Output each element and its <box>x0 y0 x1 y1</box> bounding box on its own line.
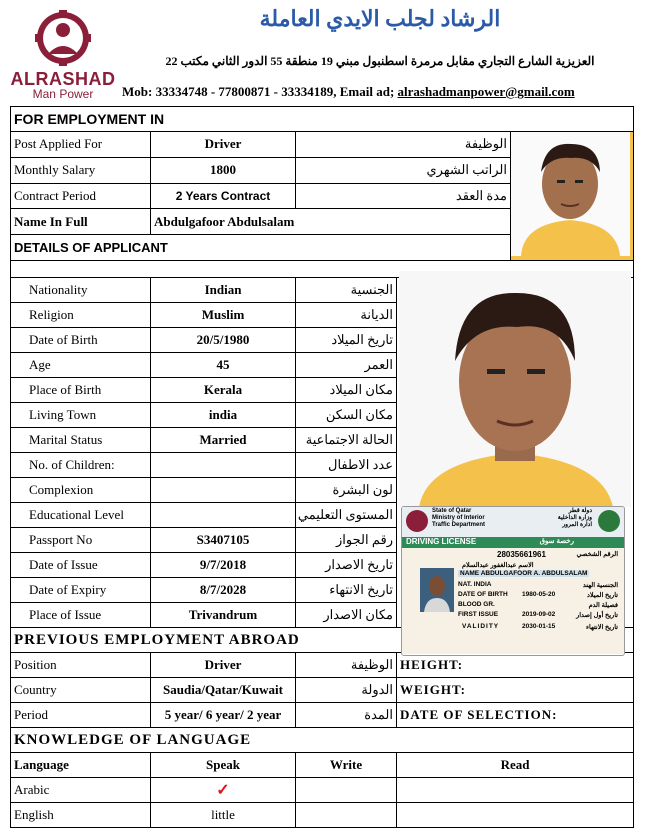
detail-label: Nationality <box>11 278 151 303</box>
company-address: العزيزية الشارع التجاري مقابل مرمرة اسطنبول مبني 19 منطقة 55 الدور الثاني مكتب 22 <box>165 54 595 68</box>
detail-label-ar: المستوى التعليمي <box>296 503 397 528</box>
traffic-emblem-icon <box>598 510 620 532</box>
contact-line <box>122 84 642 100</box>
license-state: State of Qatar <box>432 508 472 514</box>
license-first: 2019-09-02 <box>522 611 556 618</box>
detail-label-ar: العمر <box>296 353 397 378</box>
license-number: 28035661961 <box>497 550 546 559</box>
detail-label: Place of Birth <box>11 378 151 403</box>
prev-label-ar: الوظيفة <box>296 653 397 678</box>
lang-cell <box>397 778 634 803</box>
license-dob: 1980-05-20 <box>522 591 556 598</box>
detail-label: Living Town <box>11 403 151 428</box>
license-name-ar: الاسم عبدالغفور عبدالسلام <box>462 562 534 569</box>
section-details: DETAILS OF APPLICANT <box>11 235 511 261</box>
detail-value: india <box>151 403 296 428</box>
prev-label: Period <box>11 703 151 728</box>
lang-header: Read <box>397 753 634 778</box>
detail-value <box>151 478 296 503</box>
portrait-icon <box>399 271 631 507</box>
row-label-ar: الوظيفة <box>296 132 511 158</box>
selection-date-label: DATE OF SELECTION: <box>397 703 634 728</box>
driving-license <box>401 506 625 656</box>
detail-label: Place of Issue <box>11 603 151 628</box>
detail-value: Muslim <box>151 303 296 328</box>
detail-label-ar: رقم الجواز <box>296 528 397 553</box>
detail-label: Date of Birth <box>11 328 151 353</box>
detail-value: 20/5/1980 <box>151 328 296 353</box>
prev-value: 5 year/ 6 year/ 2 year <box>151 703 296 728</box>
detail-label-ar: مكان السكن <box>296 403 397 428</box>
lang-cell <box>296 778 397 803</box>
license-nat: NAT. INDIA <box>458 581 492 588</box>
detail-label: Religion <box>11 303 151 328</box>
detail-label-ar: تاريخ الانتهاء <box>296 578 397 603</box>
license-blood: BLOOD GR. <box>458 601 495 608</box>
prev-value: Saudia/Qatar/Kuwait <box>151 678 296 703</box>
prev-value: Driver <box>151 653 296 678</box>
portrait-icon <box>420 568 454 612</box>
detail-label: Age <box>11 353 151 378</box>
detail-label: Complexion <box>11 478 151 503</box>
detail-label: Date of Issue <box>11 553 151 578</box>
logo-sub: Man Power <box>32 87 94 101</box>
section-previous: PREVIOUS EMPLOYMENT ABROAD <box>11 628 634 653</box>
detail-value: 9/7/2018 <box>151 553 296 578</box>
height-label: HEIGHT: <box>397 653 634 678</box>
weight-label: WEIGHT: <box>397 678 634 703</box>
name-label: Name In Full <box>11 209 151 235</box>
detail-label: Passport No <box>11 528 151 553</box>
detail-label-ar: الجنسية <box>296 278 397 303</box>
license-banner: DRIVING LICENSE <box>406 537 477 546</box>
row-label-ar: مدة العقد <box>296 183 511 209</box>
section-language: KNOWLEDGE OF LANGUAGE <box>11 728 634 753</box>
row-value: 2 Years Contract <box>151 183 296 209</box>
row-value: Driver <box>151 132 296 158</box>
license-number-ar: الرقم الشخصي <box>576 551 618 558</box>
license-first-ar: تاريخ أول إصدار <box>576 612 618 619</box>
detail-label-ar: مكان الاصدار <box>296 603 397 628</box>
detail-label-ar: الحالة الاجتماعية <box>296 428 397 453</box>
license-state-ar: دولة قطر <box>568 508 592 514</box>
license-name: NAME ABDULGAFOOR A. ABDULSALAM <box>460 570 588 577</box>
section-employment: FOR EMPLOYMENT IN <box>11 107 634 132</box>
detail-value: 8/7/2028 <box>151 578 296 603</box>
detail-value <box>151 503 296 528</box>
lang-header: Write <box>296 753 397 778</box>
detail-value <box>151 453 296 478</box>
detail-label: Marital Status <box>11 428 151 453</box>
company-title: الرشاد لجلب الايدي العاملة <box>259 6 501 31</box>
license-dob-label: DATE OF BIRTH <box>458 591 508 598</box>
detail-value: Married <box>151 428 296 453</box>
detail-label: Educational Level <box>11 503 151 528</box>
detail-label-ar: مكان الميلاد <box>296 378 397 403</box>
detail-value: S3407105 <box>151 528 296 553</box>
lang-level: little <box>151 803 296 828</box>
detail-label-ar: عدد الاطفال <box>296 453 397 478</box>
license-nat-ar: الجنسية الهند <box>582 582 618 589</box>
license-ministry-ar: وزارة الداخلية <box>557 515 592 521</box>
detail-value: 45 <box>151 353 296 378</box>
applicant-photo-small <box>511 132 634 261</box>
detail-value: Kerala <box>151 378 296 403</box>
lang-header: Speak <box>151 753 296 778</box>
logo <box>8 8 118 100</box>
detail-label-ar: تاريخ الاصدار <box>296 553 397 578</box>
license-validity-label: VALIDITY <box>462 623 500 630</box>
row-label-ar: الراتب الشهري <box>296 157 511 183</box>
qatar-emblem-icon <box>406 510 428 532</box>
license-ministry: Ministry of Interior <box>432 515 485 521</box>
applicant-photo-large <box>399 271 631 507</box>
license-dob-ar: تاريخ الميلاد <box>586 592 618 599</box>
license-first-label: FIRST ISSUE <box>458 611 499 618</box>
detail-label: No. of Children: <box>11 453 151 478</box>
detail-label-ar: الديانة <box>296 303 397 328</box>
portrait-icon <box>511 132 630 256</box>
prev-label-ar: المدة <box>296 703 397 728</box>
lang-name: English <box>11 803 151 828</box>
logo-icon <box>8 8 118 70</box>
lang-name: Arabic <box>11 778 151 803</box>
detail-value: Indian <box>151 278 296 303</box>
detail-value: Trivandrum <box>151 603 296 628</box>
row-label: Post Applied For <box>11 132 151 158</box>
row-label: Monthly Salary <box>11 157 151 183</box>
detail-label: Date of Expiry <box>11 578 151 603</box>
detail-label-ar: لون البشرة <box>296 478 397 503</box>
row-label: Contract Period <box>11 183 151 209</box>
license-banner-ar: رخصة سوق <box>539 538 574 545</box>
prev-label-ar: الدولة <box>296 678 397 703</box>
contact-phones: Mob: 33334748 - 77800871 - 33334189, Email ad; <box>122 84 398 99</box>
lang-header: Language <box>11 753 151 778</box>
license-validity: 2030-01-15 <box>522 623 556 630</box>
name-value: Abdulgafoor Abdulsalam <box>151 209 511 235</box>
license-dept-ar: ادارة المرور <box>562 522 592 528</box>
lang-cell <box>296 803 397 828</box>
license-blood-ar: فصيلة الدم <box>588 602 618 609</box>
detail-label-ar: تاريخ الميلاد <box>296 328 397 353</box>
email-link[interactable]: alrashadmanpower@gmail.com <box>397 84 575 99</box>
license-dept: Traffic Department <box>432 522 486 528</box>
logo-name: ALRASHAD <box>10 69 116 89</box>
license-validity-ar: تاريخ الانتهاء <box>585 624 618 631</box>
license-photo <box>420 568 454 612</box>
row-value: 1800 <box>151 157 296 183</box>
check-icon: ✓ <box>151 778 296 803</box>
prev-label: Country <box>11 678 151 703</box>
lang-cell <box>397 803 634 828</box>
prev-label: Position <box>11 653 151 678</box>
